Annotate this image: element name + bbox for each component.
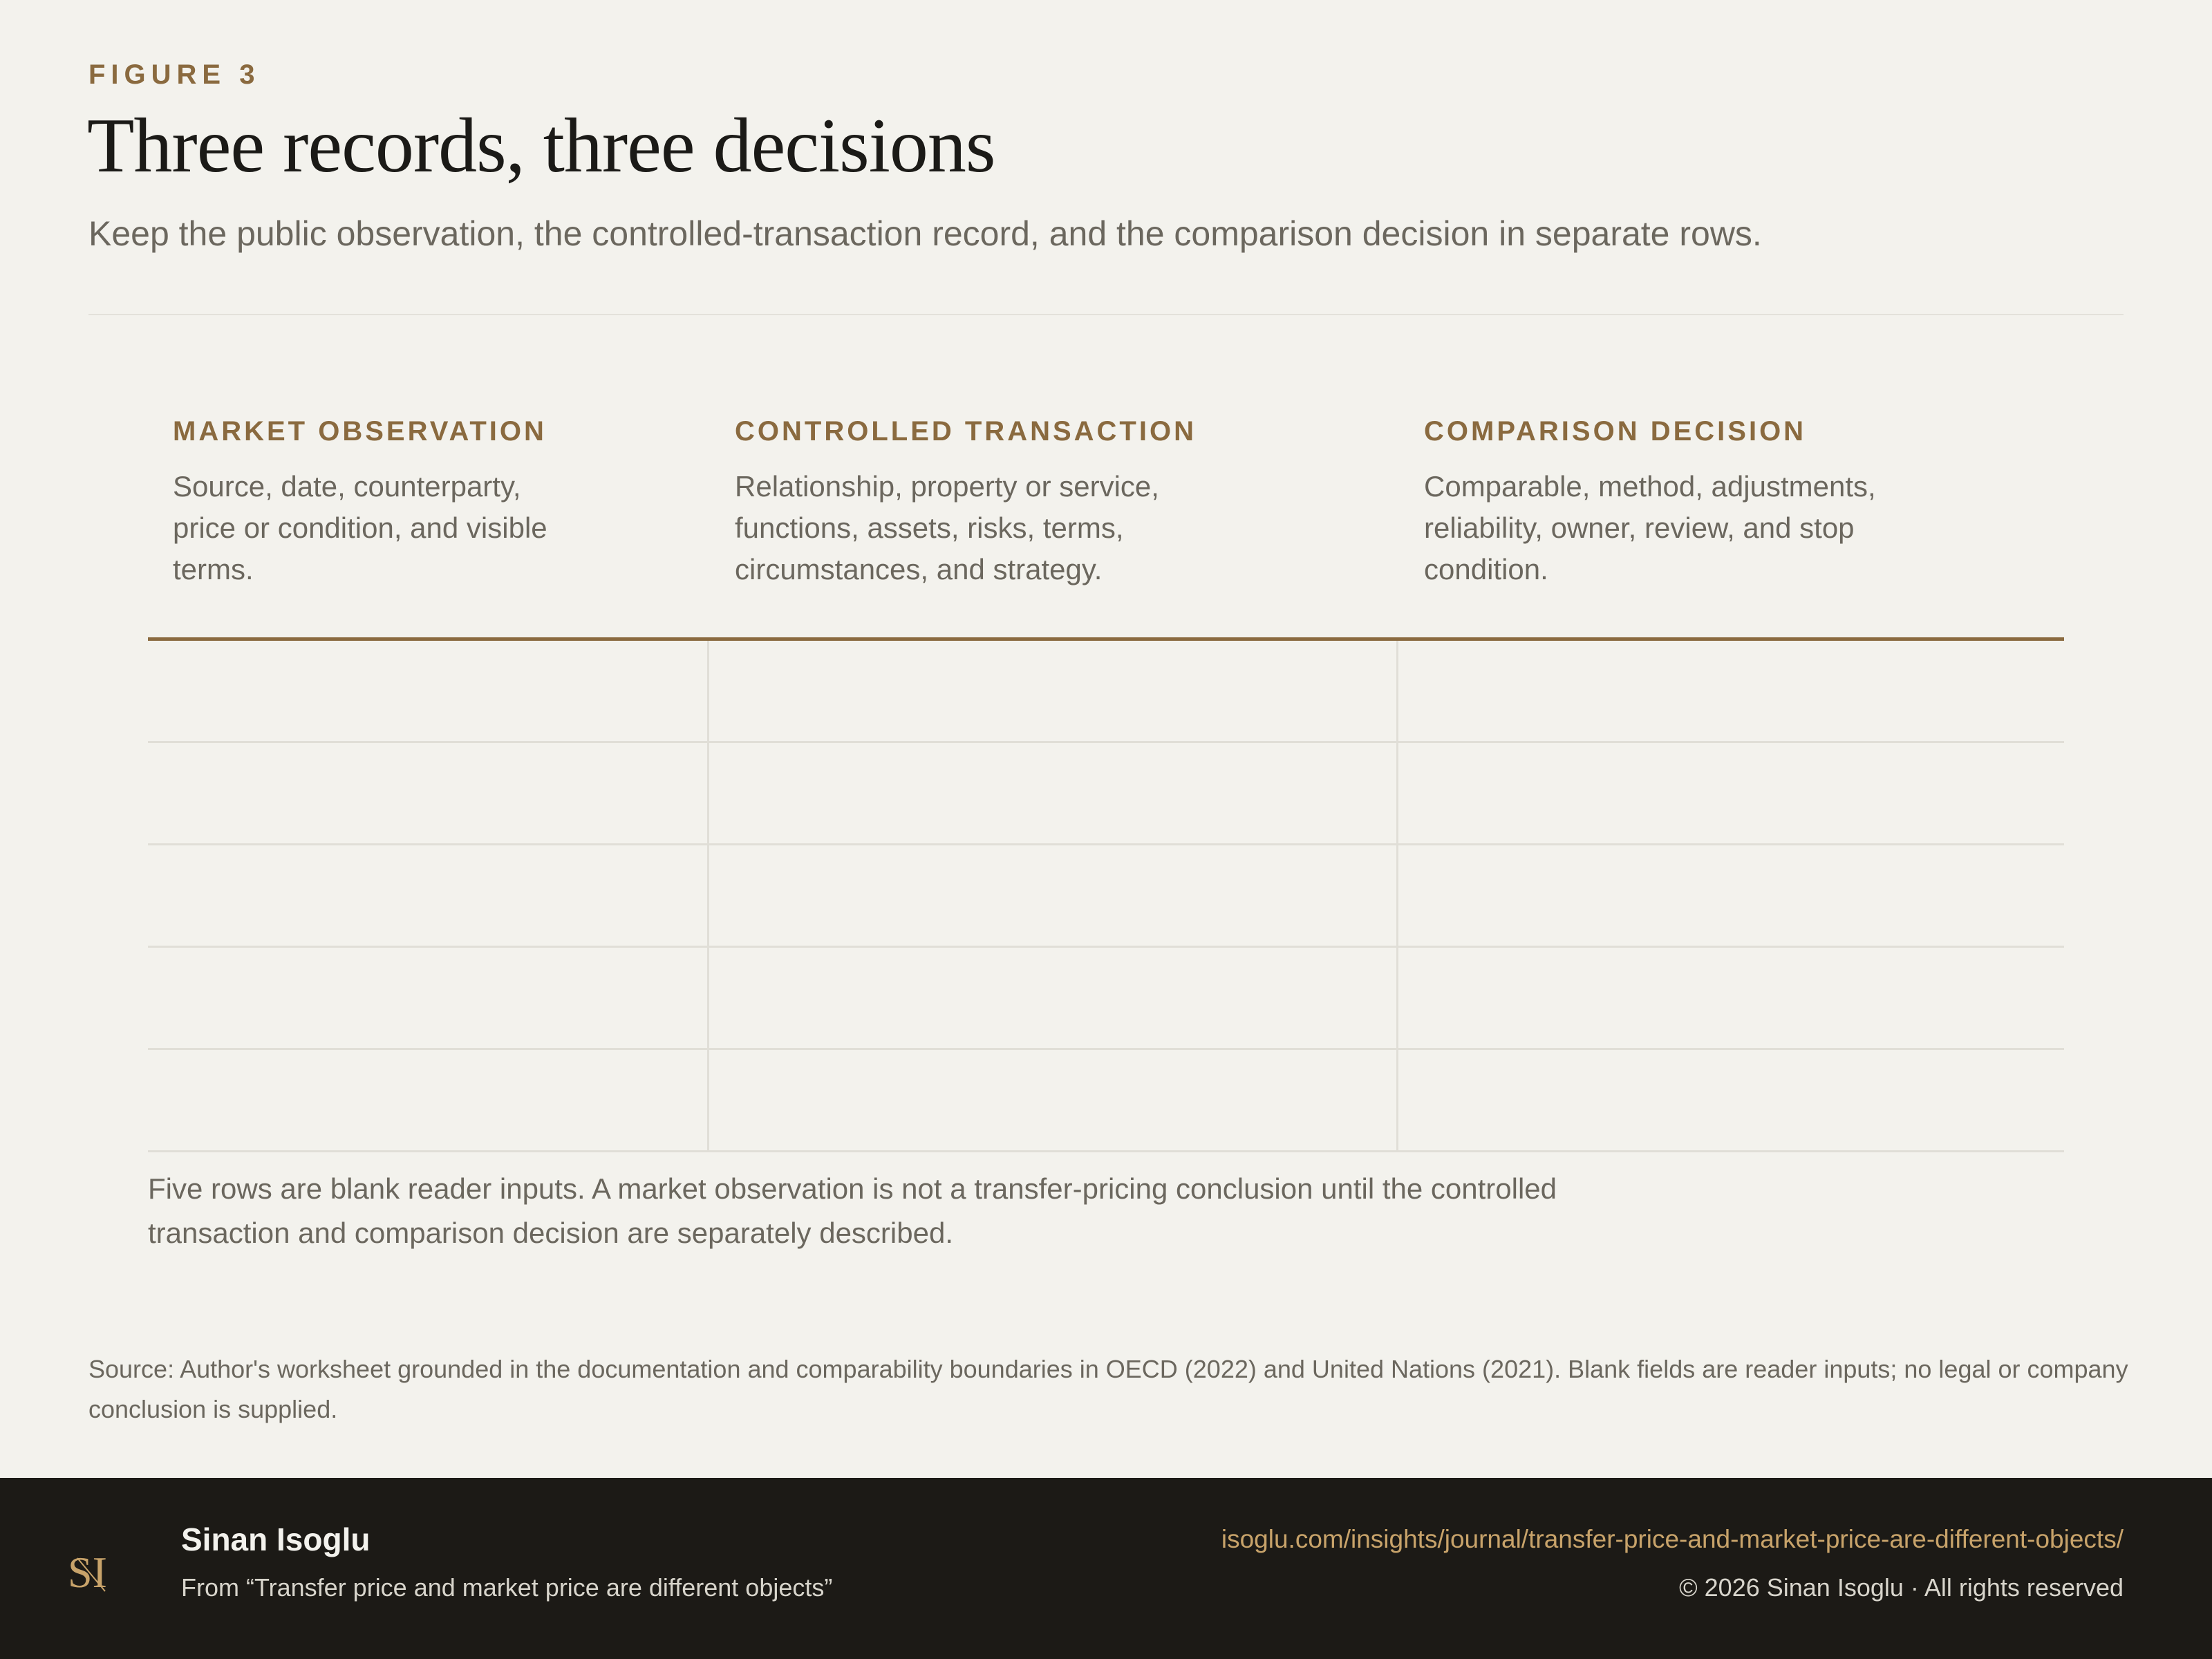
column-description: Relationship, property or service, functions, assets, risks, terms, circumstances, and strategy. xyxy=(735,470,1159,585)
table-note: Five rows are blank reader inputs. A market observation is not a transfer-pricing conclusion until the controlled transaction and comparison decision are separately described. xyxy=(148,1172,1557,1249)
blank-input-cell[interactable] xyxy=(709,845,1398,946)
column-label: MARKET OBSERVATION xyxy=(173,416,547,447)
column-description: Comparable, method, adjustments, reliability, owner, review, and stop condition. xyxy=(1424,470,1876,585)
blank-input-cell[interactable] xyxy=(148,948,709,1048)
page-title: Three records, three decisions xyxy=(87,103,995,189)
article-reference: From “Transfer price and market price are different objects” xyxy=(181,1573,833,1602)
article-link[interactable]: isoglu.com/insights/journal/transfer-price-and-market-price-are-different-objects/ xyxy=(1221,1525,2124,1553)
divider xyxy=(88,314,2124,315)
copyright: © 2026 Sinan Isoglu · All rights reserved xyxy=(1679,1573,2124,1602)
blank-input-cell[interactable] xyxy=(709,743,1398,843)
table-row xyxy=(148,641,2064,743)
blank-input-cell[interactable] xyxy=(709,1050,1398,1150)
blank-input-cell[interactable] xyxy=(148,1050,709,1150)
blank-input-cell[interactable] xyxy=(148,743,709,843)
page-subtitle: Keep the public observation, the controlled-transaction record, and the comparison decision in separate rows. xyxy=(88,214,1762,253)
blank-input-cell[interactable] xyxy=(709,948,1398,1048)
column-header-controlled-transaction xyxy=(735,415,1219,590)
column-label: COMPARISON DECISION xyxy=(1424,416,1807,447)
column-label: CONTROLLED TRANSACTION xyxy=(735,416,1197,447)
monogram-logo xyxy=(64,1543,119,1598)
table-body xyxy=(148,641,2064,1152)
figure-label: FIGURE 3 xyxy=(88,59,261,90)
table-row xyxy=(148,845,2064,948)
blank-input-cell[interactable] xyxy=(1398,1050,2064,1150)
source-note: Source: Author's worksheet grounded in the documentation and comparability boundaries in OECD (2022) and United Nations (2021). Blank fields are reader inputs; no legal or company conclusion is supplied. xyxy=(88,1355,2128,1423)
blank-input-cell[interactable] xyxy=(1398,743,2064,843)
blank-input-cell[interactable] xyxy=(148,845,709,946)
column-header-market-observation xyxy=(173,415,574,590)
author-name: Sinan Isoglu xyxy=(181,1521,371,1557)
blank-input-cell[interactable] xyxy=(148,641,709,741)
blank-input-cell[interactable] xyxy=(1398,641,2064,741)
blank-input-cell[interactable] xyxy=(1398,845,2064,946)
blank-input-cell[interactable] xyxy=(1398,948,2064,1048)
footer xyxy=(0,1478,2212,1659)
column-description: Source, date, counterparty, price or condition, and visible terms. xyxy=(173,470,547,585)
table-row xyxy=(148,948,2064,1050)
monogram-s: SI xyxy=(68,1548,107,1597)
table-row xyxy=(148,743,2064,845)
column-header-comparison-decision xyxy=(1424,415,1908,590)
table-row xyxy=(148,1050,2064,1152)
blank-input-cell[interactable] xyxy=(709,641,1398,741)
